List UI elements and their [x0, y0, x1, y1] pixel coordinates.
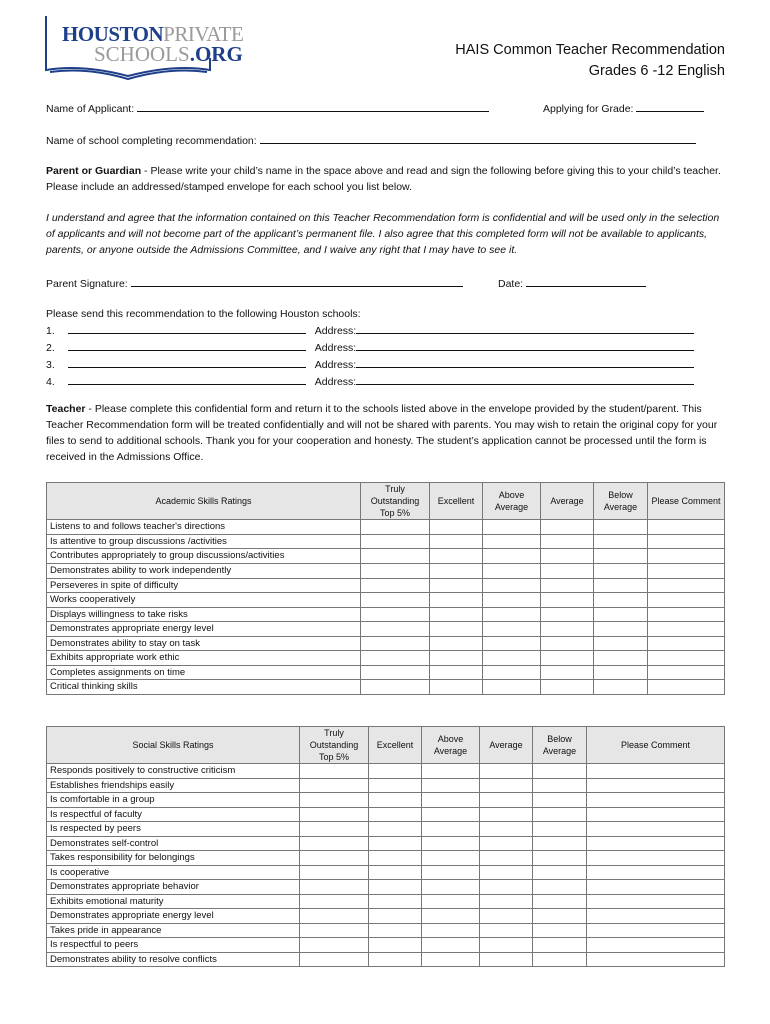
table-row [47, 793, 725, 808]
rating-cell[interactable] [533, 894, 587, 909]
rating-cell[interactable] [541, 564, 594, 579]
rating-cell[interactable] [361, 564, 430, 579]
rating-cell[interactable] [300, 851, 369, 866]
rating-cell[interactable] [300, 807, 369, 822]
comment-cell[interactable] [648, 564, 725, 579]
applicant-name-field[interactable]: Name of Applicant: [46, 100, 489, 115]
rating-cell[interactable] [369, 938, 422, 953]
table-row [47, 665, 725, 680]
rating-cell[interactable] [480, 894, 533, 909]
table-row [47, 938, 725, 953]
rating-cell[interactable] [361, 636, 430, 651]
rating-cell[interactable] [480, 851, 533, 866]
comment-cell[interactable] [648, 578, 725, 593]
rating-cell[interactable] [361, 534, 430, 549]
rating-cell[interactable] [369, 822, 422, 837]
skill-label: Demonstrates appropriate energy level [47, 622, 361, 637]
table-row [47, 836, 725, 851]
rating-cell[interactable] [594, 534, 648, 549]
comment-cell[interactable] [587, 851, 725, 866]
rating-cell[interactable] [369, 778, 422, 793]
rating-cell[interactable] [533, 923, 587, 938]
rating-cell[interactable] [541, 534, 594, 549]
rating-cell[interactable] [483, 607, 541, 622]
rating-cell[interactable] [541, 549, 594, 564]
rating-cell[interactable] [361, 651, 430, 666]
rating-cell[interactable] [541, 622, 594, 637]
rating-cell[interactable] [300, 836, 369, 851]
rating-cell[interactable] [541, 607, 594, 622]
skill-label: Demonstrates ability to work independently [47, 564, 361, 579]
skill-label: Takes responsibility for belongings [47, 851, 300, 866]
rating-cell[interactable] [594, 549, 648, 564]
rating-cell[interactable] [483, 665, 541, 680]
skill-label: Takes pride in appearance [47, 923, 300, 938]
table-row [47, 822, 725, 837]
rating-cell[interactable] [594, 636, 648, 651]
rating-cell[interactable] [300, 822, 369, 837]
skill-label: Demonstrates appropriate energy level [47, 909, 300, 924]
table-row [47, 778, 725, 793]
table-row [47, 865, 725, 880]
rating-cell[interactable] [533, 851, 587, 866]
rating-cell[interactable] [430, 636, 483, 651]
rating-cell[interactable] [422, 793, 480, 808]
rating-cell[interactable] [369, 880, 422, 895]
rating-cell[interactable] [480, 836, 533, 851]
rating-cell[interactable] [369, 952, 422, 967]
rating-cell[interactable] [300, 909, 369, 924]
social-skills-table: Social Skills Ratings Truly Outstanding Top 5% Excellent Above Average Average Below Average Please Comment Responds positively to constructive criticism Establishes friendships easily Is comfortable in a group Is respectful of faculty Is respected by peers Demonstrates self-control Takes responsibility for belongings Is cooperative Demonstrates appropriate behavior Exhibits emotional maturity Demonstrates appropriate energy level Takes pride in appearance Is respectful to peers Demonstrates ability to resolve conflicts [46, 726, 725, 967]
comment-cell[interactable] [648, 680, 725, 695]
table-row [47, 764, 725, 779]
rating-cell[interactable] [533, 952, 587, 967]
skill-label: Is comfortable in a group [47, 793, 300, 808]
rating-cell[interactable] [541, 636, 594, 651]
comment-cell[interactable] [587, 894, 725, 909]
rating-cell[interactable] [422, 894, 480, 909]
table-row [47, 636, 725, 651]
school-name-field[interactable]: Name of school completing recommendation: [46, 132, 696, 147]
rating-cell[interactable] [533, 880, 587, 895]
rating-cell[interactable] [422, 880, 480, 895]
comment-cell[interactable] [648, 636, 725, 651]
rating-cell[interactable] [533, 764, 587, 779]
table-row [47, 607, 725, 622]
rating-cell[interactable] [430, 622, 483, 637]
rating-cell[interactable] [483, 564, 541, 579]
table-row [47, 549, 725, 564]
comment-cell[interactable] [587, 938, 725, 953]
rating-cell[interactable] [422, 822, 480, 837]
rating-cell[interactable] [541, 651, 594, 666]
rating-cell[interactable] [533, 778, 587, 793]
rating-cell[interactable] [480, 909, 533, 924]
rating-cell[interactable] [361, 578, 430, 593]
rating-cell[interactable] [483, 593, 541, 608]
rating-cell[interactable] [300, 793, 369, 808]
rating-cell[interactable] [594, 578, 648, 593]
skill-label: Perseveres in spite of difficulty [47, 578, 361, 593]
rating-cell[interactable] [480, 778, 533, 793]
social-header: Social Skills Ratings [47, 727, 300, 764]
rating-cell[interactable] [369, 923, 422, 938]
skill-label: Is respectful to peers [47, 938, 300, 953]
rating-cell[interactable] [361, 622, 430, 637]
comment-cell[interactable] [648, 549, 725, 564]
rating-cell[interactable] [430, 549, 483, 564]
rating-cell[interactable] [480, 793, 533, 808]
skill-label: Works cooperatively [47, 593, 361, 608]
comment-cell[interactable] [648, 607, 725, 622]
skill-label: Establishes friendships easily [47, 778, 300, 793]
rating-cell[interactable] [369, 851, 422, 866]
rating-cell[interactable] [361, 680, 430, 695]
rating-cell[interactable] [361, 520, 430, 535]
rating-cell[interactable] [422, 909, 480, 924]
rating-cell[interactable] [483, 534, 541, 549]
parent-instructions: Parent or Guardian - Please write your child’s name in the space above and read and sign the following before giving this to your child’s teacher. Please include an addressed/stamped envelope for each school you list below. [46, 165, 721, 193]
comment-cell[interactable] [648, 665, 725, 680]
rating-cell[interactable] [594, 593, 648, 608]
table-row [47, 923, 725, 938]
rating-cell[interactable] [422, 938, 480, 953]
skill-label: Contributes appropriately to group discussions/activities [47, 549, 361, 564]
comment-cell[interactable] [587, 952, 725, 967]
rating-cell[interactable] [483, 680, 541, 695]
parent-signature-field[interactable]: Parent Signature: [46, 275, 463, 290]
table-row [47, 622, 725, 637]
houston-private-schools-logo: HOUSTONPRIVATE SCHOOLS.ORG [42, 14, 242, 82]
form-title: HAIS Common Teacher Recommendation Grades 6 -12 English [455, 42, 725, 79]
rating-cell[interactable] [422, 807, 480, 822]
table-row [47, 952, 725, 967]
rating-cell[interactable] [300, 865, 369, 880]
rating-cell[interactable] [422, 865, 480, 880]
rating-cell[interactable] [480, 880, 533, 895]
rating-cell[interactable] [483, 549, 541, 564]
comment-cell[interactable] [648, 651, 725, 666]
rating-cell[interactable] [541, 665, 594, 680]
rating-cell[interactable] [541, 520, 594, 535]
rating-cell[interactable] [594, 680, 648, 695]
skill-label: Exhibits appropriate work ethic [47, 651, 361, 666]
table-row [47, 520, 725, 535]
table-row [47, 534, 725, 549]
rating-cell[interactable] [541, 578, 594, 593]
rating-cell[interactable] [533, 807, 587, 822]
rating-cell[interactable] [594, 607, 648, 622]
comment-cell[interactable] [587, 807, 725, 822]
table-row [47, 894, 725, 909]
rating-cell[interactable] [422, 851, 480, 866]
rating-cell[interactable] [430, 593, 483, 608]
comment-cell[interactable] [587, 764, 725, 779]
rating-cell[interactable] [369, 894, 422, 909]
comment-cell[interactable] [648, 622, 725, 637]
rating-cell[interactable] [422, 836, 480, 851]
rating-cell[interactable] [533, 793, 587, 808]
academic-header: Academic Skills Ratings [47, 483, 361, 520]
skill-label: Demonstrates ability to resolve conflicts [47, 952, 300, 967]
rating-cell[interactable] [361, 593, 430, 608]
skill-label: Is respected by peers [47, 822, 300, 837]
rating-cell[interactable] [369, 909, 422, 924]
rating-cell[interactable] [300, 778, 369, 793]
school-list[interactable]: 1. Address: 2. Address: 3. Address: 4. Address: [46, 322, 694, 390]
rating-cell[interactable] [480, 822, 533, 837]
comment-cell[interactable] [587, 836, 725, 851]
skill-label: Exhibits emotional maturity [47, 894, 300, 909]
rating-cell[interactable] [430, 578, 483, 593]
rating-cell[interactable] [422, 764, 480, 779]
rating-cell[interactable] [300, 952, 369, 967]
rating-cell[interactable] [480, 764, 533, 779]
rating-cell[interactable] [369, 764, 422, 779]
comment-cell[interactable] [587, 865, 725, 880]
rating-cell[interactable] [361, 665, 430, 680]
schools-intro: Please send this recommendation to the following Houston schools: [46, 308, 361, 320]
rating-cell[interactable] [300, 880, 369, 895]
table-row [47, 851, 725, 866]
rating-cell[interactable] [430, 680, 483, 695]
rating-cell[interactable] [480, 807, 533, 822]
comment-cell[interactable] [587, 923, 725, 938]
rating-cell[interactable] [430, 520, 483, 535]
skill-label: Is respectful of faculty [47, 807, 300, 822]
rating-cell[interactable] [594, 651, 648, 666]
skill-label: Listens to and follows teacher's directions [47, 520, 361, 535]
table-row [47, 593, 725, 608]
skill-label: Critical thinking skills [47, 680, 361, 695]
comment-cell[interactable] [587, 822, 725, 837]
skill-label: Completes assignments on time [47, 665, 361, 680]
rating-cell[interactable] [541, 680, 594, 695]
rating-cell[interactable] [361, 549, 430, 564]
rating-cell[interactable] [533, 938, 587, 953]
comment-cell[interactable] [587, 909, 725, 924]
skill-label: Is attentive to group discussions /activities [47, 534, 361, 549]
rating-cell[interactable] [594, 622, 648, 637]
rating-cell[interactable] [594, 564, 648, 579]
rating-cell[interactable] [369, 836, 422, 851]
date-field[interactable]: Date: [498, 275, 646, 290]
agreement-text: I understand and agree that the information contained on this Teacher Recommendation form is confidential and will be used only in the selection of applicants and will not become part of the applicant’s permanent file. I also agree that this completed form will not be available to applicants, parents, or anyone outside the Admissions Committee, and I waive any right that I may have to see it. [46, 212, 720, 256]
rating-cell[interactable] [483, 578, 541, 593]
rating-cell[interactable] [361, 607, 430, 622]
rating-cell[interactable] [300, 938, 369, 953]
rating-cell[interactable] [480, 865, 533, 880]
teacher-instructions: Teacher - Please complete this confidential form and return it to the schools listed above in the envelope provided by the student/parent. This Teacher Recommendation form will be treated confidentially and will not be shared with parents. You may wish to retain the original copy for your files to send to additional schools. Thank you for your cooperation and honesty. The student’s application cannot be processed until the form is received in the Admissions Office. [46, 403, 718, 463]
rating-cell[interactable] [430, 665, 483, 680]
rating-cell[interactable] [300, 923, 369, 938]
rating-cell[interactable] [533, 822, 587, 837]
comment-cell[interactable] [587, 793, 725, 808]
table-row [47, 578, 725, 593]
rating-cell[interactable] [533, 909, 587, 924]
skill-label: Responds positively to constructive criticism [47, 764, 300, 779]
rating-cell[interactable] [533, 836, 587, 851]
table-row [47, 909, 725, 924]
applying-grade-field[interactable]: Applying for Grade: [543, 100, 704, 115]
skill-label: Is cooperative [47, 865, 300, 880]
rating-cell[interactable] [480, 952, 533, 967]
rating-cell[interactable] [300, 764, 369, 779]
rating-cell[interactable] [430, 651, 483, 666]
rating-cell[interactable] [480, 923, 533, 938]
rating-cell[interactable] [369, 865, 422, 880]
comment-cell[interactable] [648, 520, 725, 535]
rating-cell[interactable] [422, 923, 480, 938]
rating-cell[interactable] [430, 534, 483, 549]
rating-cell[interactable] [300, 894, 369, 909]
table-row [47, 807, 725, 822]
rating-cell[interactable] [483, 651, 541, 666]
rating-cell[interactable] [369, 793, 422, 808]
rating-cell[interactable] [483, 622, 541, 637]
academic-skills-table: Academic Skills Ratings Truly Outstanding Top 5% Excellent Above Average Average Below Average Please Comment Listens to and follows teacher's directions Is attentive to group discussions /activities Contributes appropriately to group discussions/activities Demonstrates ability to work independently Perseveres in spite of difficulty Works cooperatively Displays willingness to take risks Demonstrates appropriate energy level Demonstrates ability to stay on task Exhibits appropriate work ethic Completes assignments on time Critical thinking skills [46, 482, 725, 695]
comment-cell[interactable] [648, 534, 725, 549]
rating-cell[interactable] [483, 636, 541, 651]
rating-cell[interactable] [480, 938, 533, 953]
rating-cell[interactable] [483, 520, 541, 535]
skill-label: Demonstrates appropriate behavior [47, 880, 300, 895]
rating-cell[interactable] [541, 593, 594, 608]
skill-label: Demonstrates ability to stay on task [47, 636, 361, 651]
table-row [47, 651, 725, 666]
table-row [47, 564, 725, 579]
rating-cell[interactable] [369, 807, 422, 822]
skill-label: Displays willingness to take risks [47, 607, 361, 622]
rating-cell[interactable] [422, 778, 480, 793]
comment-cell[interactable] [648, 593, 725, 608]
rating-cell[interactable] [430, 607, 483, 622]
table-row [47, 680, 725, 695]
skill-label: Demonstrates self-control [47, 836, 300, 851]
comment-cell[interactable] [587, 880, 725, 895]
rating-cell[interactable] [422, 952, 480, 967]
rating-cell[interactable] [430, 564, 483, 579]
rating-cell[interactable] [533, 865, 587, 880]
rating-cell[interactable] [594, 520, 648, 535]
table-row [47, 880, 725, 895]
rating-cell[interactable] [594, 665, 648, 680]
comment-cell[interactable] [587, 778, 725, 793]
